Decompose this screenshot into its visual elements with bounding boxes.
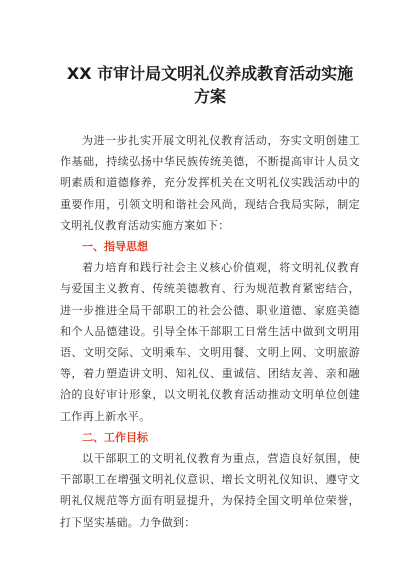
- document-title: XX 市审计局文明礼仪养成教育活动实施方案: [66, 64, 354, 106]
- section-heading-guiding-ideology: 一、指导思想: [82, 240, 148, 254]
- section-body-guiding-ideology: 着力培育和践行社会主义核心价值观，将文明礼仪教育与爱国主义教育、传统美德教育、行为规范教育紧密结合，进一步推进全局干部职工的社会公德、职业道德、家庭美德和个人品德建设。引导全体干部职工日常生活中做到文明用语、文明交际、文明乘车、文明用餐、文明上网、文明旅游等，着力塑造讲文明、知礼仪、重诚信、团结友善、亲和融洽的良好审计形象，以文明礼仪教育活动推动文明单位创建工作再上新水平。: [60, 261, 360, 423]
- intro-paragraph: 为进一步扎实开展文明礼仪教育活动，夯实文明创建工作基础，持续弘扬中华民族传统美德，不断提高审计人员文明素质和道德修养，充分发挥机关在文明礼仪实践活动中的重要作用，引领文明和谐社会风尚，现结合我局实际，制定文明礼仪教育活动实施方案如下：: [60, 134, 360, 232]
- section-body-work-goals: 以干部职工的文明礼仪教育为重点，营造良好氛围，使干部职工在增强文明礼仪意识、增长文明礼仪知识、遵守文明礼仪规范等方面有明显提升，为保持全国文明单位荣誉，打下坚实基础。力争做到：: [60, 452, 360, 529]
- section-heading-work-goals: 二、工作目标: [82, 430, 148, 444]
